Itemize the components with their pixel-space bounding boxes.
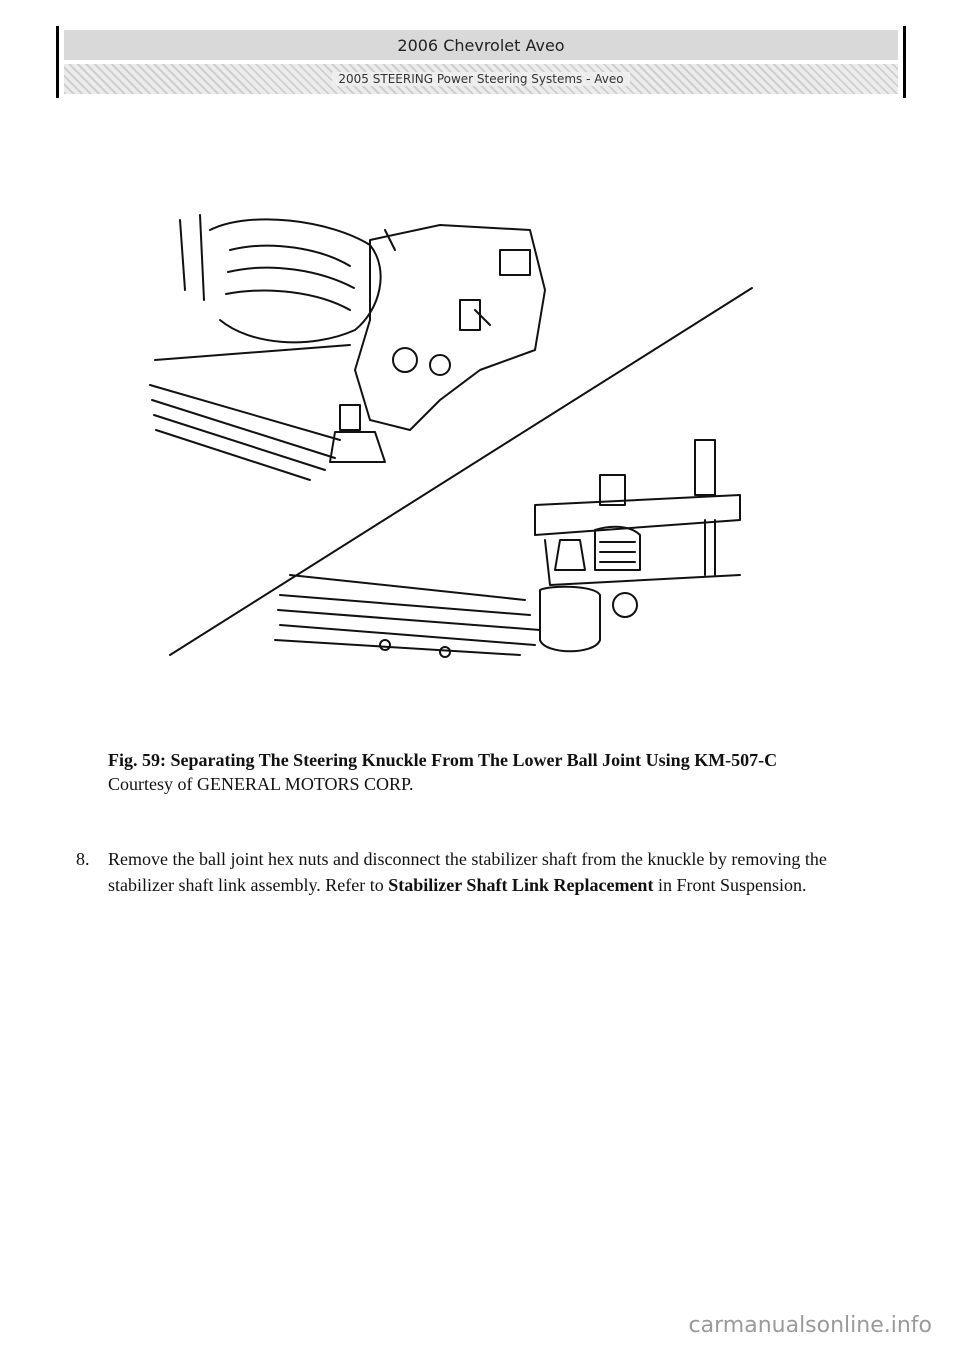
step-text [108, 846, 896, 898]
stabilizer-shaft-link-reference[interactable]: Stabilizer Shaft Link Replacement [388, 875, 654, 895]
figure-caption [108, 748, 898, 796]
step-number: 8. [76, 849, 90, 869]
control-arm-upper [150, 345, 350, 480]
step-text-before: Remove the ball joint hex nuts and disconnect the stabilizer shaft from the knuckle by removing the stabilizer shaft link assembly. Refer to [108, 849, 827, 895]
figure-courtesy: Courtesy of GENERAL MOTORS CORP. [108, 774, 414, 794]
step-text-after: in Front Suspension. [653, 875, 807, 895]
header-right-rule [903, 26, 906, 98]
header-subtitle: 2005 STEERING Power Steering Systems - Aveo [332, 72, 629, 86]
separator-tool [535, 440, 740, 585]
diagonal-divider [170, 288, 752, 655]
header-title-band [64, 30, 898, 60]
steering-knuckle-upper [355, 225, 545, 430]
header-title: 2006 Chevrolet Aveo [397, 35, 565, 55]
header-left-rule [56, 26, 59, 98]
cv-boot-upper [180, 215, 381, 342]
ball-joint-lower [275, 575, 637, 657]
steering-knuckle-illustration [140, 200, 760, 670]
procedure-step-8 [76, 846, 896, 898]
figure-caption-title: Fig. 59: Separating The Steering Knuckle From The Lower Ball Joint Using KM-507-C [108, 750, 778, 770]
header-subtitle-band [64, 64, 898, 94]
page-header [56, 26, 906, 98]
site-watermark: carmanualsonline.info [688, 1313, 932, 1338]
ball-joint-upper [330, 405, 385, 462]
